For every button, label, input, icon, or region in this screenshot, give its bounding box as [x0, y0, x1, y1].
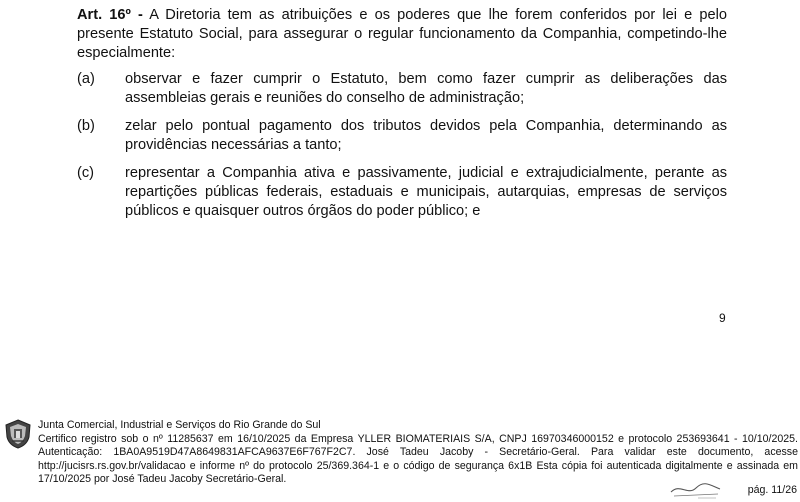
- list-item: [77, 164, 727, 221]
- article-text: A Diretoria tem as atribuições e os poderes que lhe forem conferidos por lei e pelo presente Estatuto Social, para assegurar o regular funcionamento da Companhia, competindo-lhe especialmente:: [77, 7, 727, 61]
- list-item: [77, 70, 727, 108]
- authentication-footer: [0, 415, 800, 502]
- certificate-text: Certifico registro sob o nº 11285637 em 16/10/2025 da Empresa YLLER BIOMATERIAIS S/A, CNPJ 16970346000152 e protocolo 253693641 - 10/10/2025. Autenticação: 1BA0A9519D47A8649831AFCA9637E6F767F2C7. José Tadeu Jacoby - Secretário-Geral. Para validar este documento, acesse http://jucisrs.rs.gov.br/validacao e informe nº do protocolo 25/369.364-1 e o código de segurança 6x1B Esta cópia foi autenticada digitalmente e assinada em 17/10/2025 por José Tadeu Jacoby Secretário-Geral.: [38, 432, 798, 486]
- item-list: [77, 70, 727, 230]
- item-letter: (b): [77, 118, 95, 134]
- coat-of-arms-icon: [3, 419, 33, 449]
- item-text: representar a Companhia ativa e passivamente, judicial e extrajudicialmente, perante as repartições públicas federais, estaduais e municipais, autarquias, empresas de serviços públicos e quaisquer outros órgãos do poder público; e: [125, 165, 727, 219]
- article-16: [77, 6, 727, 63]
- item-letter: (a): [77, 71, 95, 87]
- item-text: zelar pelo pontual pagamento dos tributos devidos pela Companhia, determinando as providências necessárias a tanto;: [125, 118, 727, 153]
- signature-icon: [668, 480, 724, 500]
- registry-name: Junta Comercial, Industrial e Serviços do Rio Grande do Sul: [38, 419, 321, 431]
- item-text: observar e fazer cumprir o Estatuto, bem como fazer cumprir as deliberações das assembleias gerais e reuniões do conselho de administração;: [125, 71, 727, 106]
- list-item: [77, 117, 727, 155]
- page-indicator: pág. 11/26: [747, 484, 797, 496]
- article-heading: Art. 16º -: [77, 7, 143, 23]
- page-number: 9: [719, 311, 726, 325]
- item-letter: (c): [77, 165, 95, 181]
